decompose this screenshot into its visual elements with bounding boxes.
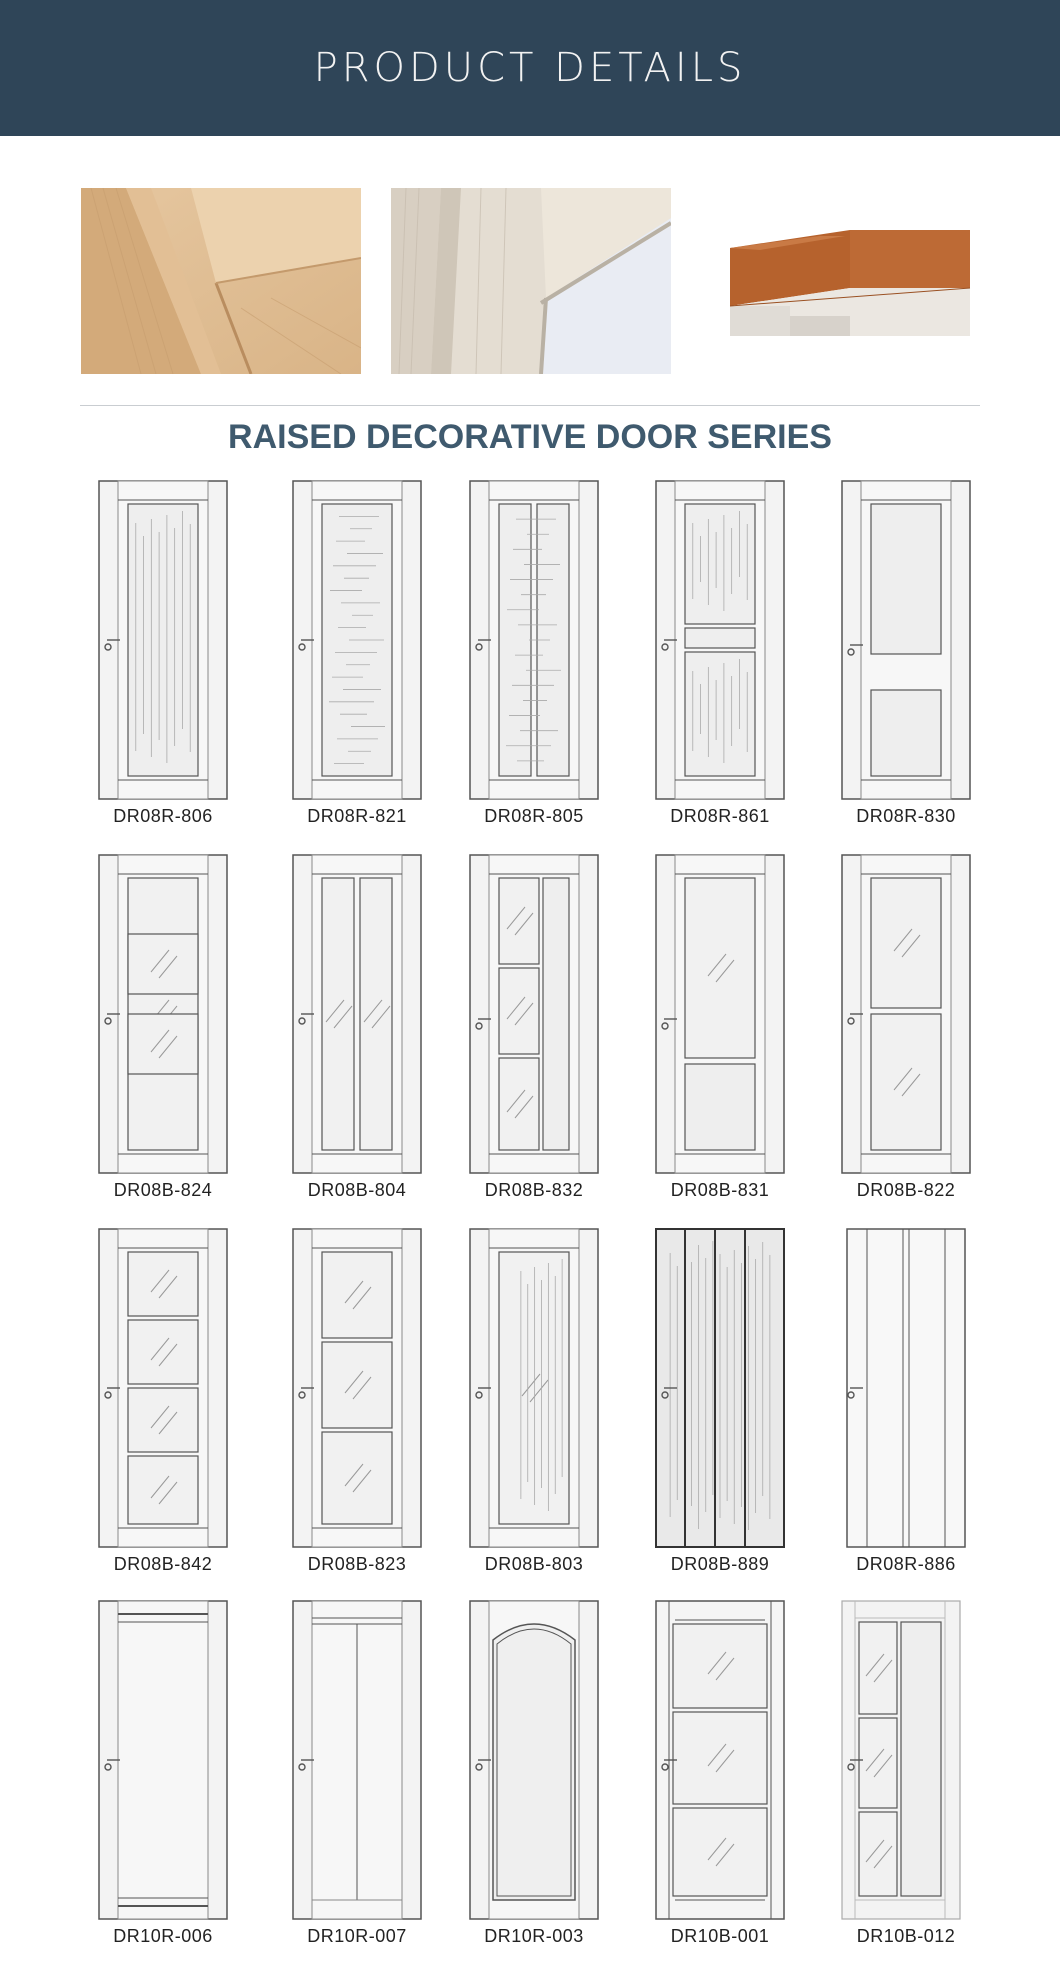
door-item (98, 854, 228, 1201)
door-model-code: DR08R-861 (670, 806, 770, 826)
door-item (98, 1228, 228, 1575)
door-drawing (292, 1228, 422, 1548)
door-drawing (655, 1600, 785, 1920)
door-model-code: DR08B-842 (113, 1554, 213, 1574)
cross-section-sample-photo (700, 188, 980, 374)
series-title: RAISED DECORATIVE DOOR SERIES (228, 418, 832, 456)
door-item (292, 480, 422, 827)
door-drawing (469, 1228, 599, 1548)
door-model-code: DR08B-831 (670, 1180, 770, 1200)
door-model-code: DR08B-803 (484, 1554, 584, 1574)
door-item (292, 1228, 422, 1575)
door-item (469, 1600, 599, 1947)
door-item (841, 854, 971, 1201)
door-item (292, 1600, 422, 1947)
door-model-code: DR08R-806 (113, 806, 213, 826)
door-model-code: DR08R-886 (856, 1554, 956, 1574)
door-item (841, 1600, 971, 1947)
door-model-code: DR10R-007 (307, 1926, 407, 1946)
door-drawing (292, 854, 422, 1174)
door-model-code: DR10B-012 (856, 1926, 956, 1946)
door-item (841, 1228, 971, 1575)
wood-grain-corner-photo (81, 188, 361, 374)
door-drawing (655, 480, 785, 800)
door-item (841, 480, 971, 827)
door-drawing (655, 854, 785, 1174)
door-drawing (98, 480, 228, 800)
door-drawing (841, 1600, 971, 1920)
door-model-code: DR08B-823 (307, 1554, 407, 1574)
door-model-code: DR08B-832 (484, 1180, 584, 1200)
door-drawing (841, 480, 971, 800)
door-drawing (98, 1600, 228, 1920)
white-oak-door-edge-photo (391, 188, 671, 374)
section-divider (80, 405, 980, 406)
door-drawing (469, 1600, 599, 1920)
door-item (655, 1228, 785, 1575)
door-item (292, 854, 422, 1201)
door-model-code: DR08B-804 (307, 1180, 407, 1200)
door-model-code: DR10R-006 (113, 1926, 213, 1946)
door-model-code: DR10B-001 (670, 1926, 770, 1946)
door-model-code: DR10R-003 (484, 1926, 584, 1946)
door-item (469, 1228, 599, 1575)
door-item (98, 1600, 228, 1947)
door-item (655, 854, 785, 1201)
door-item (469, 854, 599, 1201)
door-drawing (469, 854, 599, 1174)
door-drawing (292, 1600, 422, 1920)
door-item (655, 1600, 785, 1947)
door-item (98, 480, 228, 827)
door-drawing (98, 854, 228, 1174)
door-drawing (98, 1228, 228, 1548)
door-model-code: DR08R-830 (856, 806, 956, 826)
door-drawing (292, 480, 422, 800)
page-title: PRODUCT DETAILS (313, 45, 747, 91)
door-model-code: DR08B-822 (856, 1180, 956, 1200)
door-model-code: DR08B-824 (113, 1180, 213, 1200)
door-item (469, 480, 599, 827)
door-drawing (655, 1228, 785, 1548)
door-drawing (841, 1228, 971, 1548)
door-drawing (469, 480, 599, 800)
door-item (655, 480, 785, 827)
header-banner (0, 0, 1060, 136)
door-model-code: DR08B-889 (670, 1554, 770, 1574)
door-model-code: DR08R-805 (484, 806, 584, 826)
door-model-code: DR08R-821 (307, 806, 407, 826)
door-drawing (841, 854, 971, 1174)
